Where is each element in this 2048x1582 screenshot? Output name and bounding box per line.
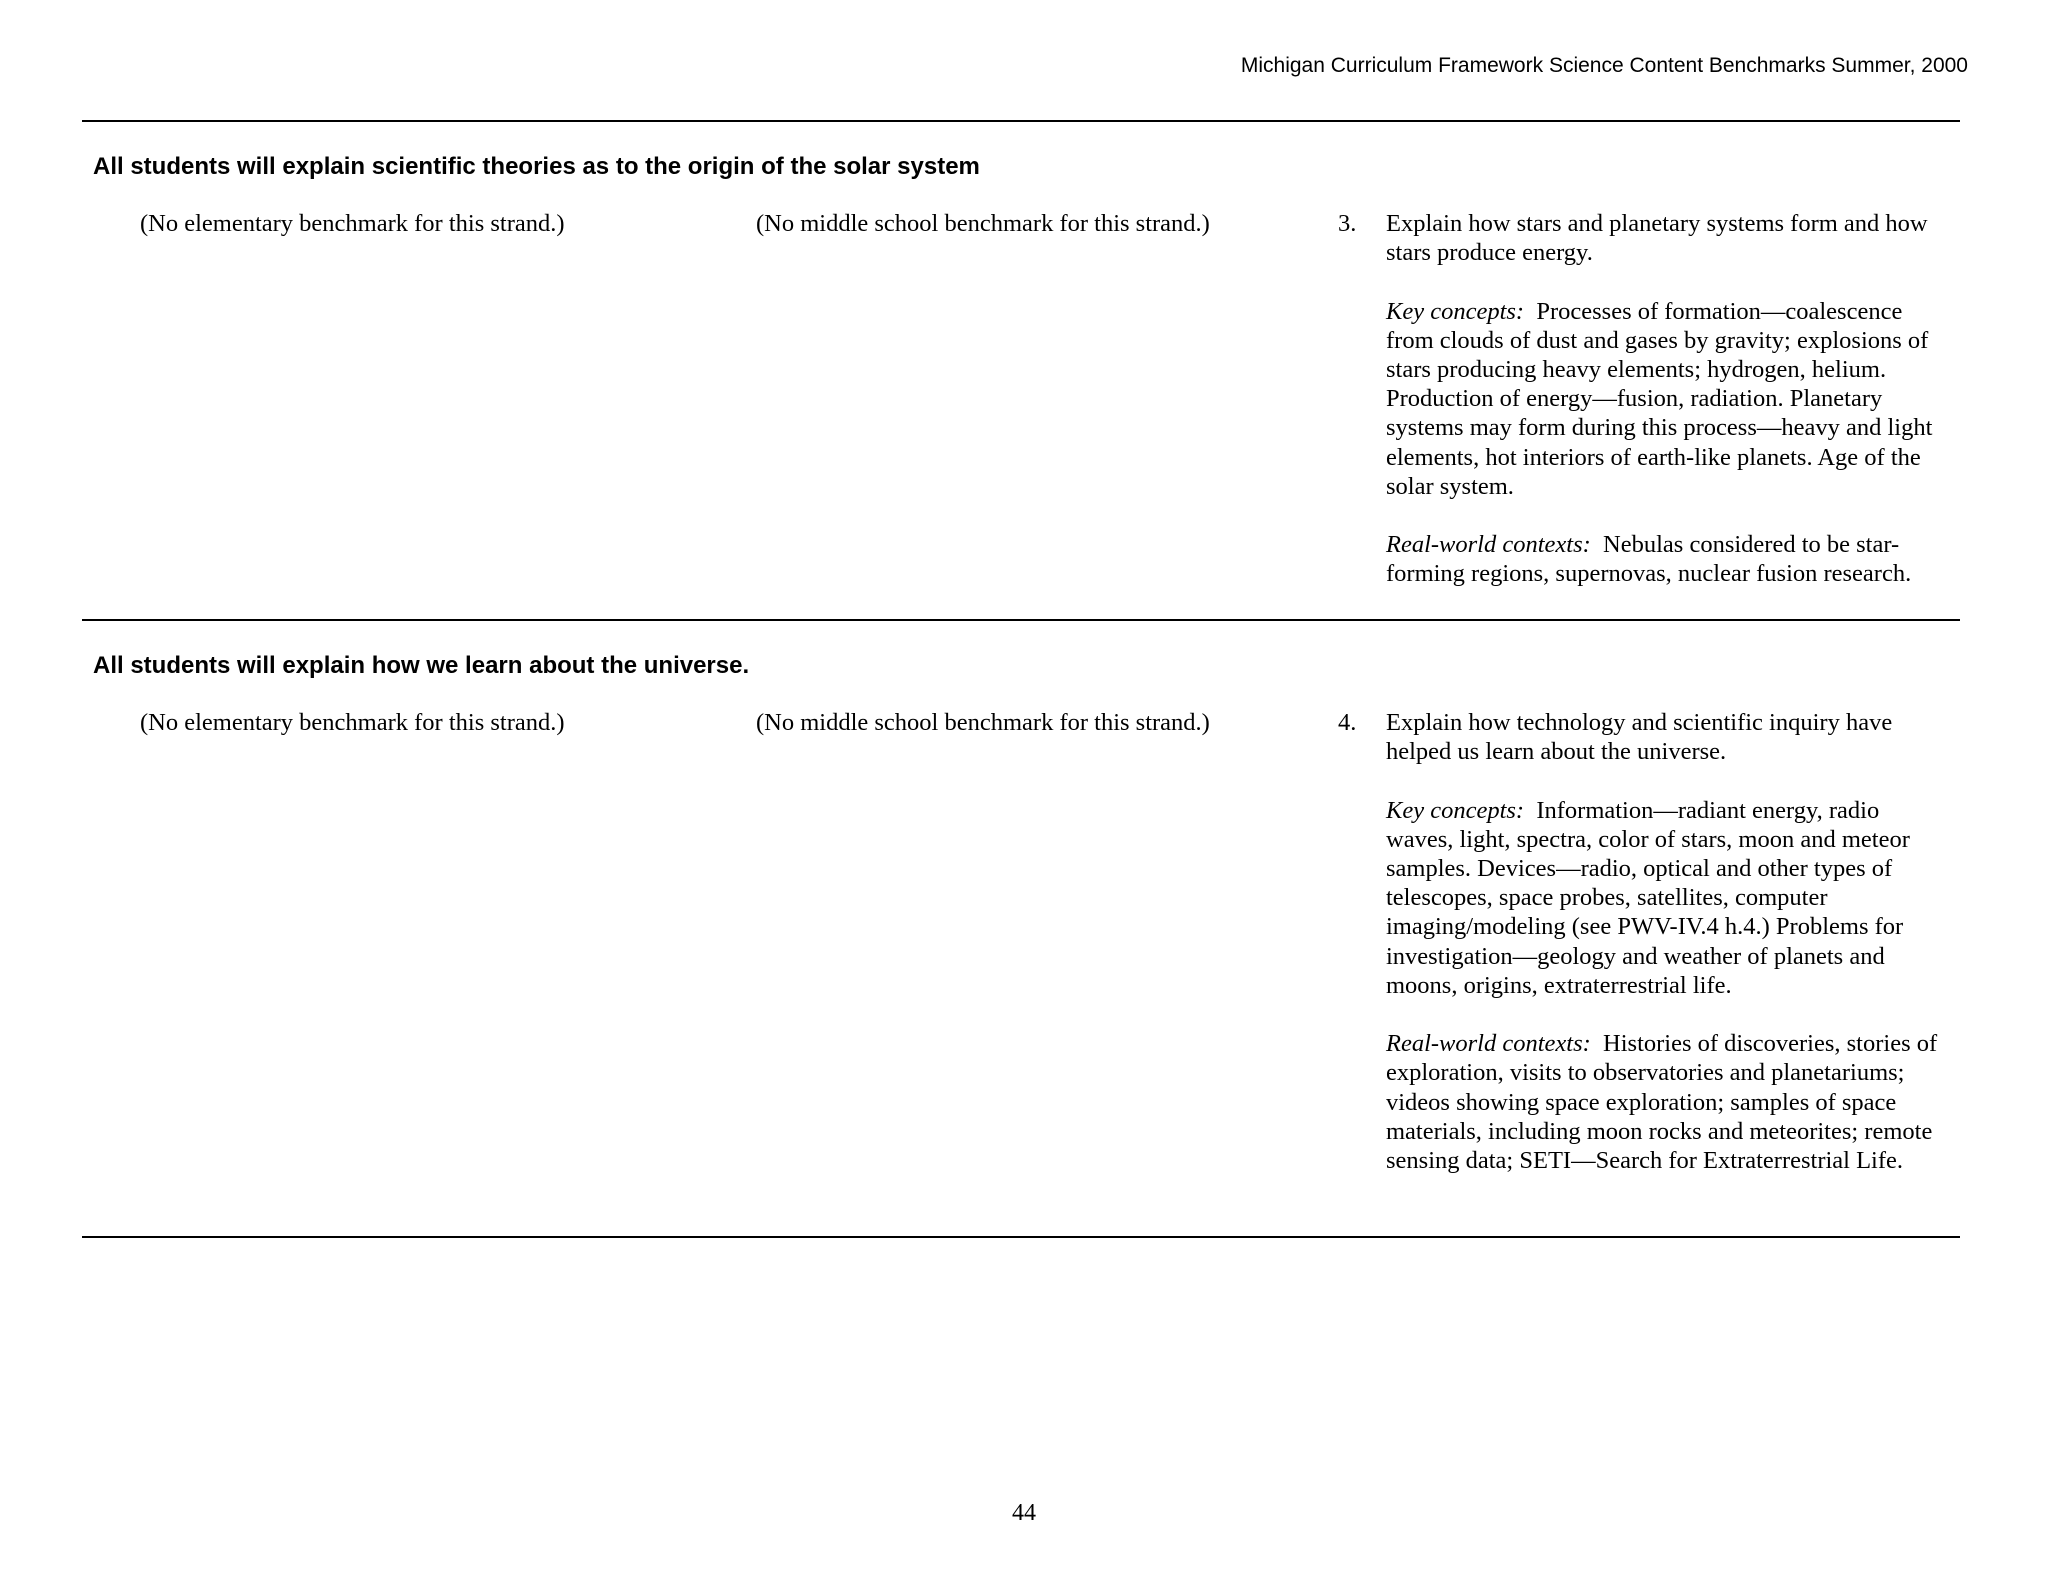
real-world-contexts-label: Real-world contexts: bbox=[1386, 531, 1591, 559]
elementary-benchmark-note: (No elementary benchmark for this strand.) bbox=[140, 709, 565, 736]
middle-school-benchmark-note: (No middle school benchmark for this strand.) bbox=[756, 709, 1210, 736]
benchmark-text: Explain how technology and scientific inquiry have helped us learn about the universe. bbox=[1386, 709, 1893, 766]
benchmark-number: 3. bbox=[1338, 210, 1357, 237]
real-world-contexts-text: Histories of discoveries, stories of exploration, visits to observatories and planetariums; videos showing space exploration; samples of space materials, including moon rocks and meteorites; remote sensing data; SETI—Search for Extraterrestrial Life. bbox=[1386, 1030, 1938, 1175]
strand-heading: All students will explain scientific theories as to the origin of the solar system bbox=[93, 153, 980, 180]
divider-middle bbox=[82, 619, 1960, 621]
elementary-benchmark-note: (No elementary benchmark for this strand.) bbox=[140, 210, 565, 237]
benchmark-text: Explain how stars and planetary systems form and how stars produce energy. bbox=[1386, 210, 1928, 267]
key-concepts bbox=[1386, 796, 1952, 1000]
key-concepts-text: Information—radiant energy, radio waves, light, spectra, color of stars, moon and meteor samples. Devices—radio, optical and other types of telescopes, space probes, satellites, computer imaging/modeling (see PWV-IV.4 h.4.) Problems for investigation—geology and weather of planets and moons, origins, extraterrestrial life. bbox=[1386, 796, 1910, 999]
key-concepts-label: Key concepts: bbox=[1386, 297, 1525, 325]
high-school-benchmark bbox=[1386, 209, 1952, 589]
real-world-contexts-text: Nebulas considered to be star-forming regions, supernovas, nuclear fusion research. bbox=[1386, 531, 1912, 588]
key-concepts-label: Key concepts: bbox=[1386, 796, 1525, 824]
page-number: 44 bbox=[1012, 1500, 1036, 1526]
real-world-contexts-label: Real-world contexts: bbox=[1386, 1030, 1591, 1058]
key-concepts-text: Processes of formation—coalescence from clouds of dust and gases by gravity; explosions of stars producing heavy elements; hydrogen, helium. Production of energy—fusion, radiation. Planetary systems may form during this process—heavy and light elements, hot interiors of earth-like planets. Age of the solar system. bbox=[1386, 297, 1933, 500]
benchmark-number: 4. bbox=[1338, 709, 1357, 736]
divider-bottom bbox=[82, 1236, 1960, 1238]
strand-heading: All students will explain how we learn about the universe. bbox=[93, 652, 750, 679]
high-school-benchmark bbox=[1386, 708, 1952, 1175]
document-header: Michigan Curriculum Framework Science Content Benchmarks Summer, 2000 bbox=[1240, 54, 1968, 77]
middle-school-benchmark-note: (No middle school benchmark for this strand.) bbox=[756, 210, 1210, 237]
key-concepts bbox=[1386, 297, 1952, 501]
real-world-contexts bbox=[1386, 1029, 1952, 1175]
divider-top bbox=[82, 120, 1960, 122]
real-world-contexts bbox=[1386, 530, 1952, 588]
